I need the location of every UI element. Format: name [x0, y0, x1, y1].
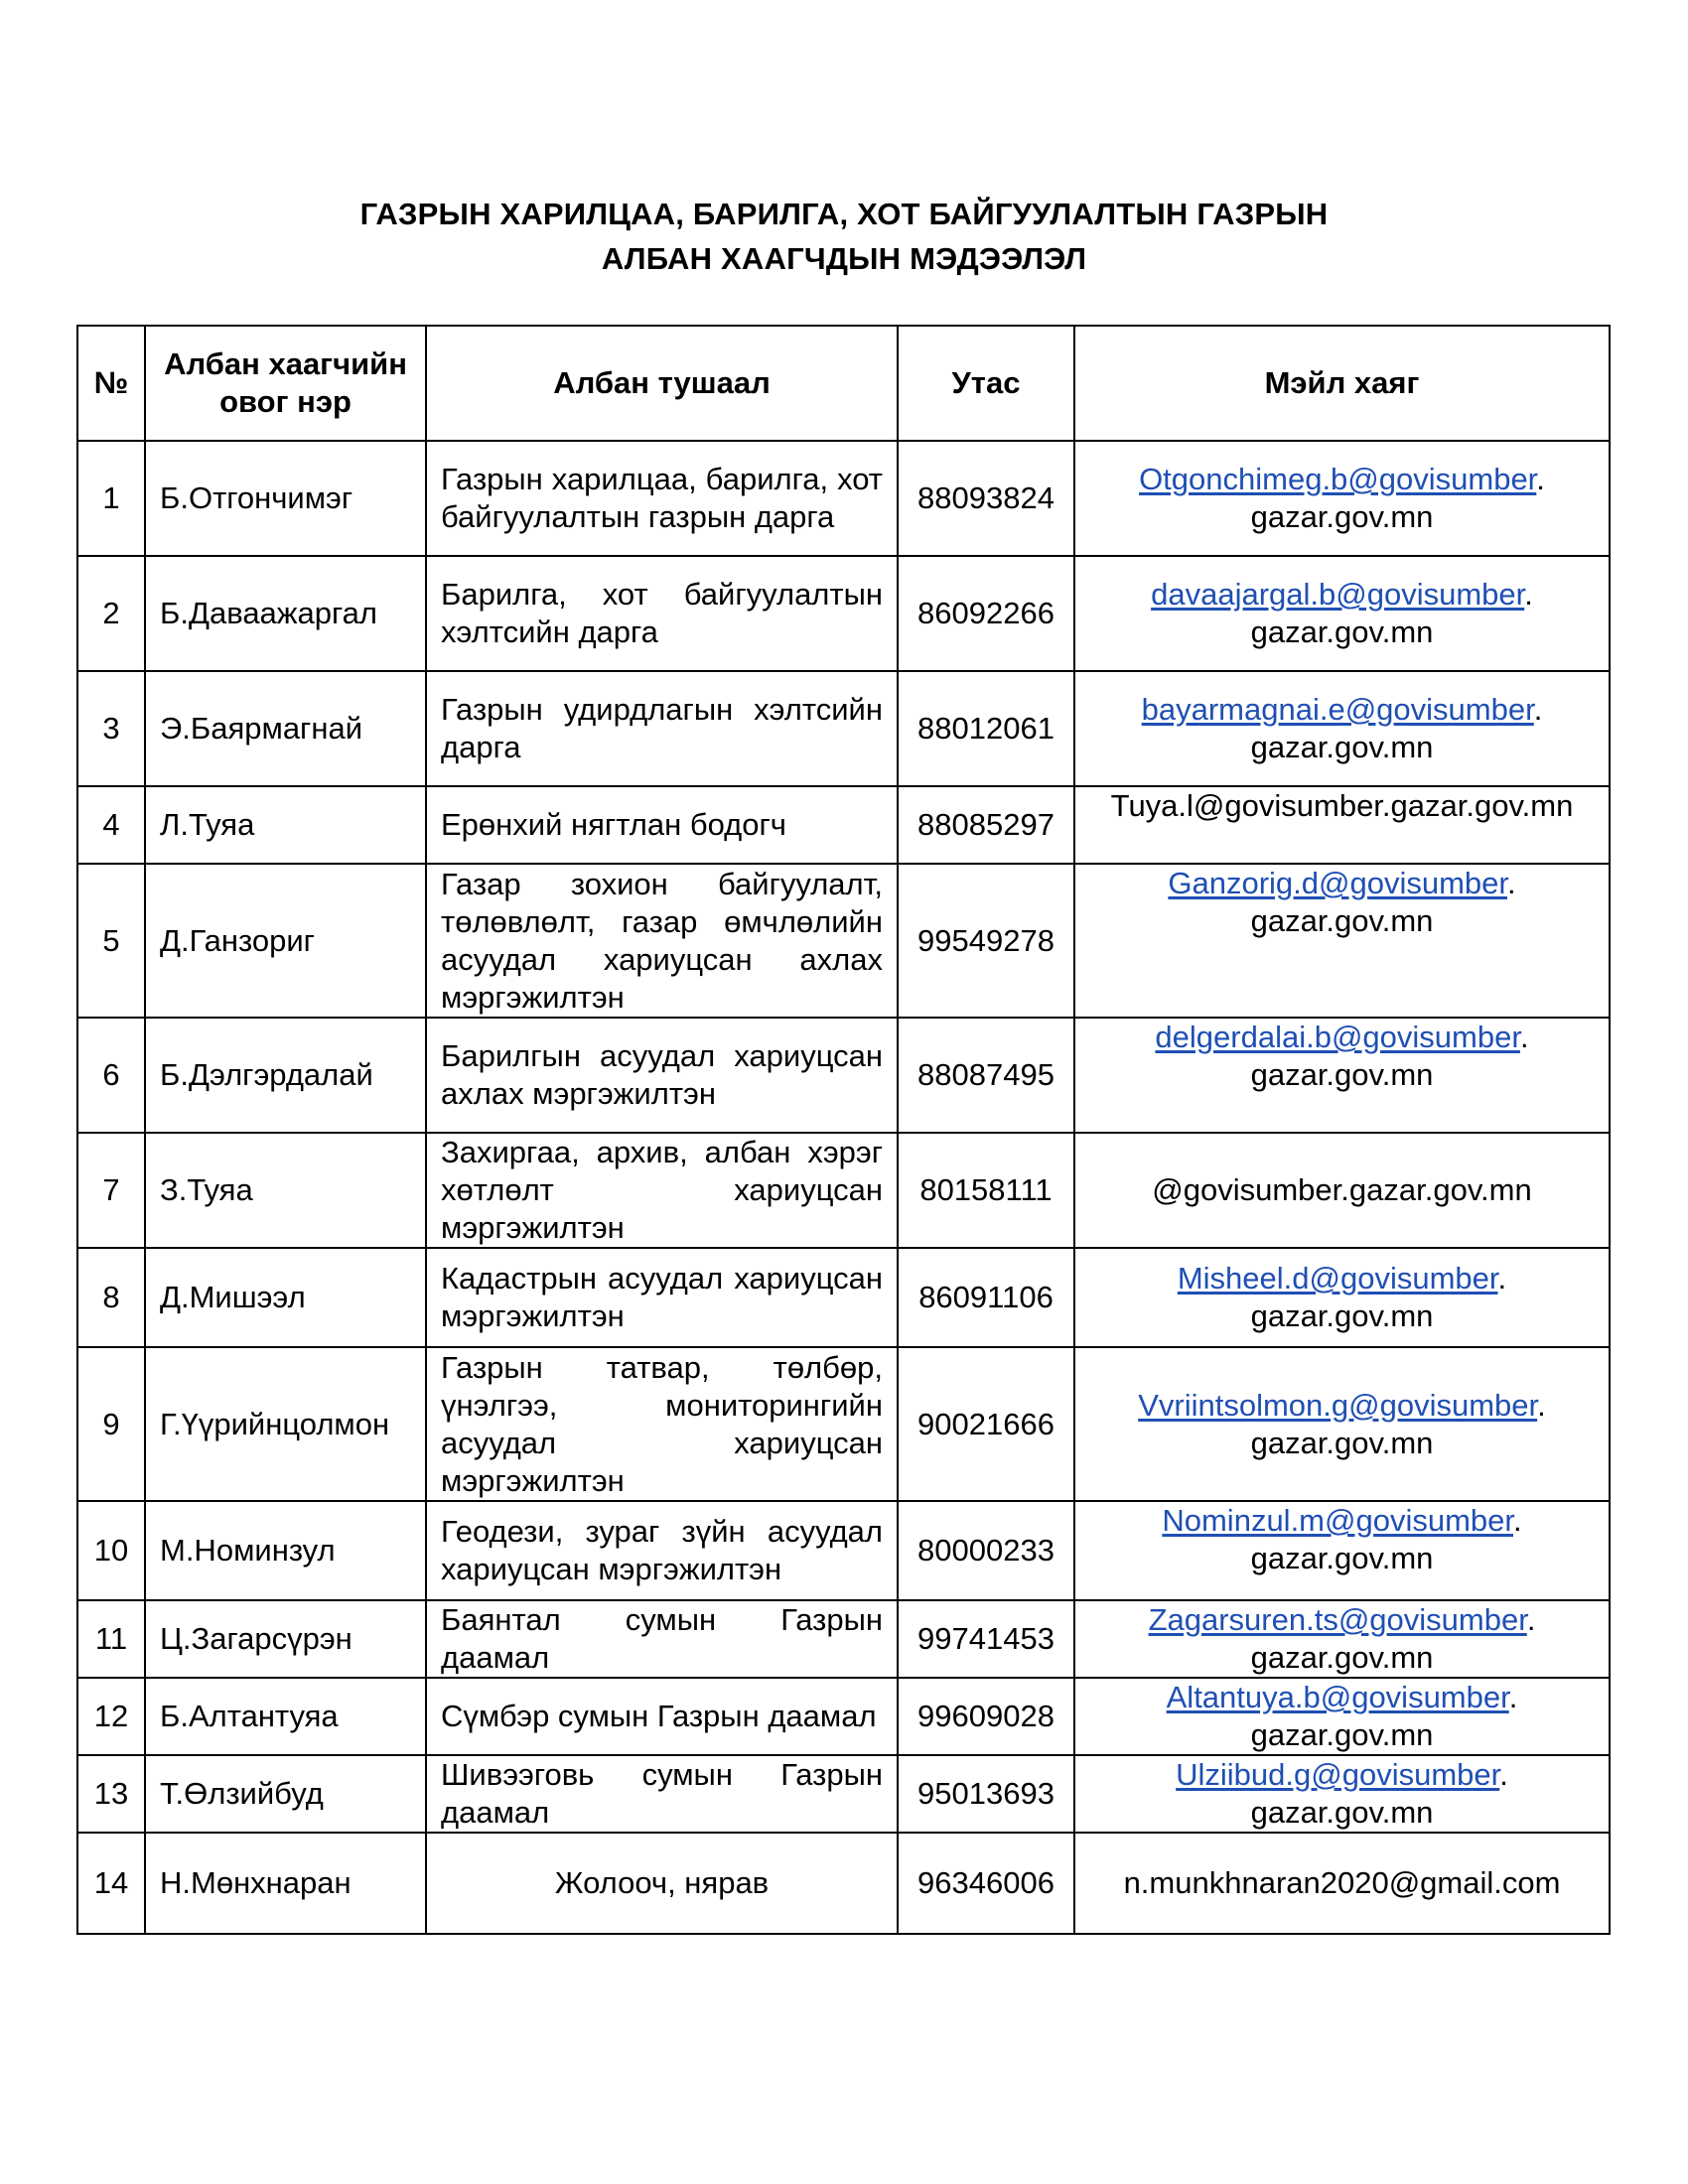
table-row [77, 441, 1610, 556]
employee-phone: 88012061 [898, 671, 1074, 786]
employee-email [1074, 1678, 1610, 1755]
email-link[interactable]: Altantuya.b@govisumber [1166, 1680, 1509, 1714]
row-number: 3 [77, 671, 145, 786]
employee-email [1074, 441, 1610, 556]
email-domain: gazar.gov.mn [1250, 903, 1434, 938]
email-link[interactable]: Zagarsuren.ts@govisumber [1148, 1602, 1527, 1637]
email-domain: gazar.gov.mn [1250, 1541, 1434, 1575]
email-link[interactable]: Ganzorig.d@govisumber [1168, 866, 1507, 900]
employee-phone: 86092266 [898, 556, 1074, 671]
email-dot: . [1519, 1020, 1529, 1054]
employee-email [1074, 671, 1610, 786]
table-row [77, 1833, 1610, 1934]
employee-phone: 96346006 [898, 1833, 1074, 1934]
employee-email [1074, 864, 1610, 1018]
row-number: 7 [77, 1133, 145, 1248]
employee-email [1074, 1755, 1610, 1833]
employee-position: Кадастрын асуудал хариуцсан мэргэжилтэн [426, 1248, 898, 1347]
employee-email [1074, 1501, 1610, 1600]
table-row [77, 1501, 1610, 1600]
employee-position: Сүмбэр сумын Газрын даамал [426, 1678, 898, 1755]
row-number: 5 [77, 864, 145, 1018]
employee-position: Геодези, зураг зүйн асуудал хариуцсан мэргэжилтэн [426, 1501, 898, 1600]
employee-name: Ц.Загарсүрэн [145, 1600, 426, 1678]
email-domain: gazar.gov.mn [1250, 1717, 1434, 1752]
header-name: Албан хаагчийн овог нэр [145, 326, 426, 441]
employee-name: М.Номинзул [145, 1501, 426, 1600]
employee-email: @govisumber.gazar.gov.mn [1074, 1133, 1610, 1248]
email-link[interactable]: Vvriintsolmon.g@govisumber [1138, 1387, 1538, 1423]
table-row [77, 1755, 1610, 1833]
employee-name: Д.Мишээл [145, 1248, 426, 1347]
employee-email: Tuya.l@govisumber.gazar.gov.mn [1074, 786, 1610, 864]
email-domain: gazar.gov.mn [1250, 1425, 1434, 1460]
employee-name: Э.Баярмагнай [145, 671, 426, 786]
row-number: 14 [77, 1833, 145, 1934]
row-number: 9 [77, 1347, 145, 1501]
employee-position: Шивээговь сумын Газрын даамал [426, 1755, 898, 1833]
table-row [77, 1018, 1610, 1133]
table-row [77, 864, 1610, 1018]
employee-name: Б.Алтантуяа [145, 1678, 426, 1755]
employee-email [1074, 1018, 1610, 1133]
email-domain: gazar.gov.mn [1250, 1795, 1434, 1830]
employee-email [1074, 1347, 1610, 1501]
staff-table [76, 325, 1611, 1935]
employee-name: Т.Өлзийбуд [145, 1755, 426, 1833]
employee-position: Захиргаа, архив, албан хэрэг хөтлөлт хариуцсан мэргэжилтэн [426, 1133, 898, 1248]
employee-name: Д.Ганзориг [145, 864, 426, 1018]
employee-email: n.munkhnaran2020@gmail.com [1074, 1833, 1610, 1934]
employee-position: Газрын удирдлагын хэлтсийн дарга [426, 671, 898, 786]
employee-position: Газар зохион байгуулалт, төлөвлөлт, газар өмчлөлийн асуудал хариуцсан ахлах мэргэжилтэн [426, 864, 898, 1018]
employee-phone: 80000233 [898, 1501, 1074, 1600]
employee-phone: 86091106 [898, 1248, 1074, 1347]
email-dot: . [1497, 1261, 1507, 1296]
email-dot: . [1536, 462, 1545, 496]
employee-phone: 99549278 [898, 864, 1074, 1018]
email-link[interactable]: Nominzul.m@govisumber [1162, 1503, 1513, 1538]
email-link[interactable]: davaajargal.b@govisumber [1151, 577, 1525, 612]
header-phone: Утас [898, 326, 1074, 441]
email-dot: . [1537, 1387, 1546, 1423]
email-link[interactable]: Ulziibud.g@govisumber [1176, 1757, 1500, 1792]
employee-name: З.Туяа [145, 1133, 426, 1248]
email-link[interactable]: Misheel.d@govisumber [1177, 1261, 1498, 1296]
employee-position: Газрын татвар, төлбөр, үнэлгээ, мониторингийн асуудал хариуцсан мэргэжилтэн [426, 1347, 898, 1501]
row-number: 12 [77, 1678, 145, 1755]
employee-name: Н.Мөнхнаран [145, 1833, 426, 1934]
employee-phone: 88087495 [898, 1018, 1074, 1133]
employee-phone: 95013693 [898, 1755, 1074, 1833]
row-number: 1 [77, 441, 145, 556]
row-number: 4 [77, 786, 145, 864]
email-domain: gazar.gov.mn [1250, 614, 1434, 649]
header-no: № [77, 326, 145, 441]
email-domain: gazar.gov.mn [1250, 1298, 1434, 1333]
employee-name: Б.Дэлгэрдалай [145, 1018, 426, 1133]
employee-name: Л.Туяа [145, 786, 426, 864]
email-dot: . [1507, 866, 1516, 900]
document-title-line-2: АЛБАН ХААГЧДЫН МЭДЭЭЛЭЛ [601, 241, 1087, 276]
employee-phone: 99741453 [898, 1600, 1074, 1678]
table-row [77, 1133, 1610, 1248]
row-number: 8 [77, 1248, 145, 1347]
row-number: 6 [77, 1018, 145, 1133]
employee-email [1074, 556, 1610, 671]
row-number: 10 [77, 1501, 145, 1600]
email-link[interactable]: bayarmagnai.e@govisumber [1141, 692, 1534, 727]
email-link[interactable]: delgerdalai.b@govisumber [1155, 1020, 1520, 1054]
row-number: 2 [77, 556, 145, 671]
table-row [77, 1600, 1610, 1678]
employee-position: Жолооч, нярав [426, 1833, 898, 1934]
employee-position: Барилгын асуудал хариуцсан ахлах мэргэжилтэн [426, 1018, 898, 1133]
employee-phone: 90021666 [898, 1347, 1074, 1501]
email-dot: . [1499, 1757, 1508, 1792]
email-domain: gazar.gov.mn [1250, 1057, 1434, 1092]
document-title-line-1: ГАЗРЫН ХАРИЛЦАА, БАРИЛГА, ХОТ БАЙГУУЛАЛТЫН ГАЗРЫН [359, 197, 1329, 231]
table-row [77, 671, 1610, 786]
email-domain: gazar.gov.mn [1250, 730, 1434, 764]
email-domain: gazar.gov.mn [1250, 1640, 1434, 1675]
employee-phone: 80158111 [898, 1133, 1074, 1248]
email-domain: gazar.gov.mn [1250, 499, 1434, 534]
header-email: Мэйл хаяг [1074, 326, 1610, 441]
employee-name: Б.Отгончимэг [145, 441, 426, 556]
employee-position: Баянтал сумын Газрын даамал [426, 1600, 898, 1678]
table-row [77, 786, 1610, 864]
row-number: 11 [77, 1600, 145, 1678]
email-dot: . [1513, 1503, 1522, 1538]
employee-email [1074, 1600, 1610, 1678]
email-dot: . [1524, 577, 1533, 612]
table-row [77, 1347, 1610, 1501]
table-row [77, 556, 1610, 671]
employee-name: Г.Үүрийнцолмон [145, 1347, 426, 1501]
email-link[interactable]: Otgonchimeg.b@govisumber [1139, 462, 1537, 496]
table-header-row [77, 326, 1610, 441]
employee-name: Б.Даваажаргал [145, 556, 426, 671]
email-dot: . [1533, 692, 1543, 727]
table-row [77, 1678, 1610, 1755]
employee-position: Барилга, хот байгуулалтын хэлтсийн дарга [426, 556, 898, 671]
employee-phone: 88093824 [898, 441, 1074, 556]
employee-position: Ерөнхий нягтлан бодогч [426, 786, 898, 864]
employee-phone: 99609028 [898, 1678, 1074, 1755]
header-position: Албан тушаал [426, 326, 898, 441]
email-dot: . [1508, 1680, 1518, 1714]
employee-email [1074, 1248, 1610, 1347]
employee-position: Газрын харилцаа, барилга, хот байгуулалтын газрын дарга [426, 441, 898, 556]
employee-phone: 88085297 [898, 786, 1074, 864]
table-row [77, 1248, 1610, 1347]
email-dot: . [1526, 1602, 1536, 1637]
row-number: 13 [77, 1755, 145, 1833]
